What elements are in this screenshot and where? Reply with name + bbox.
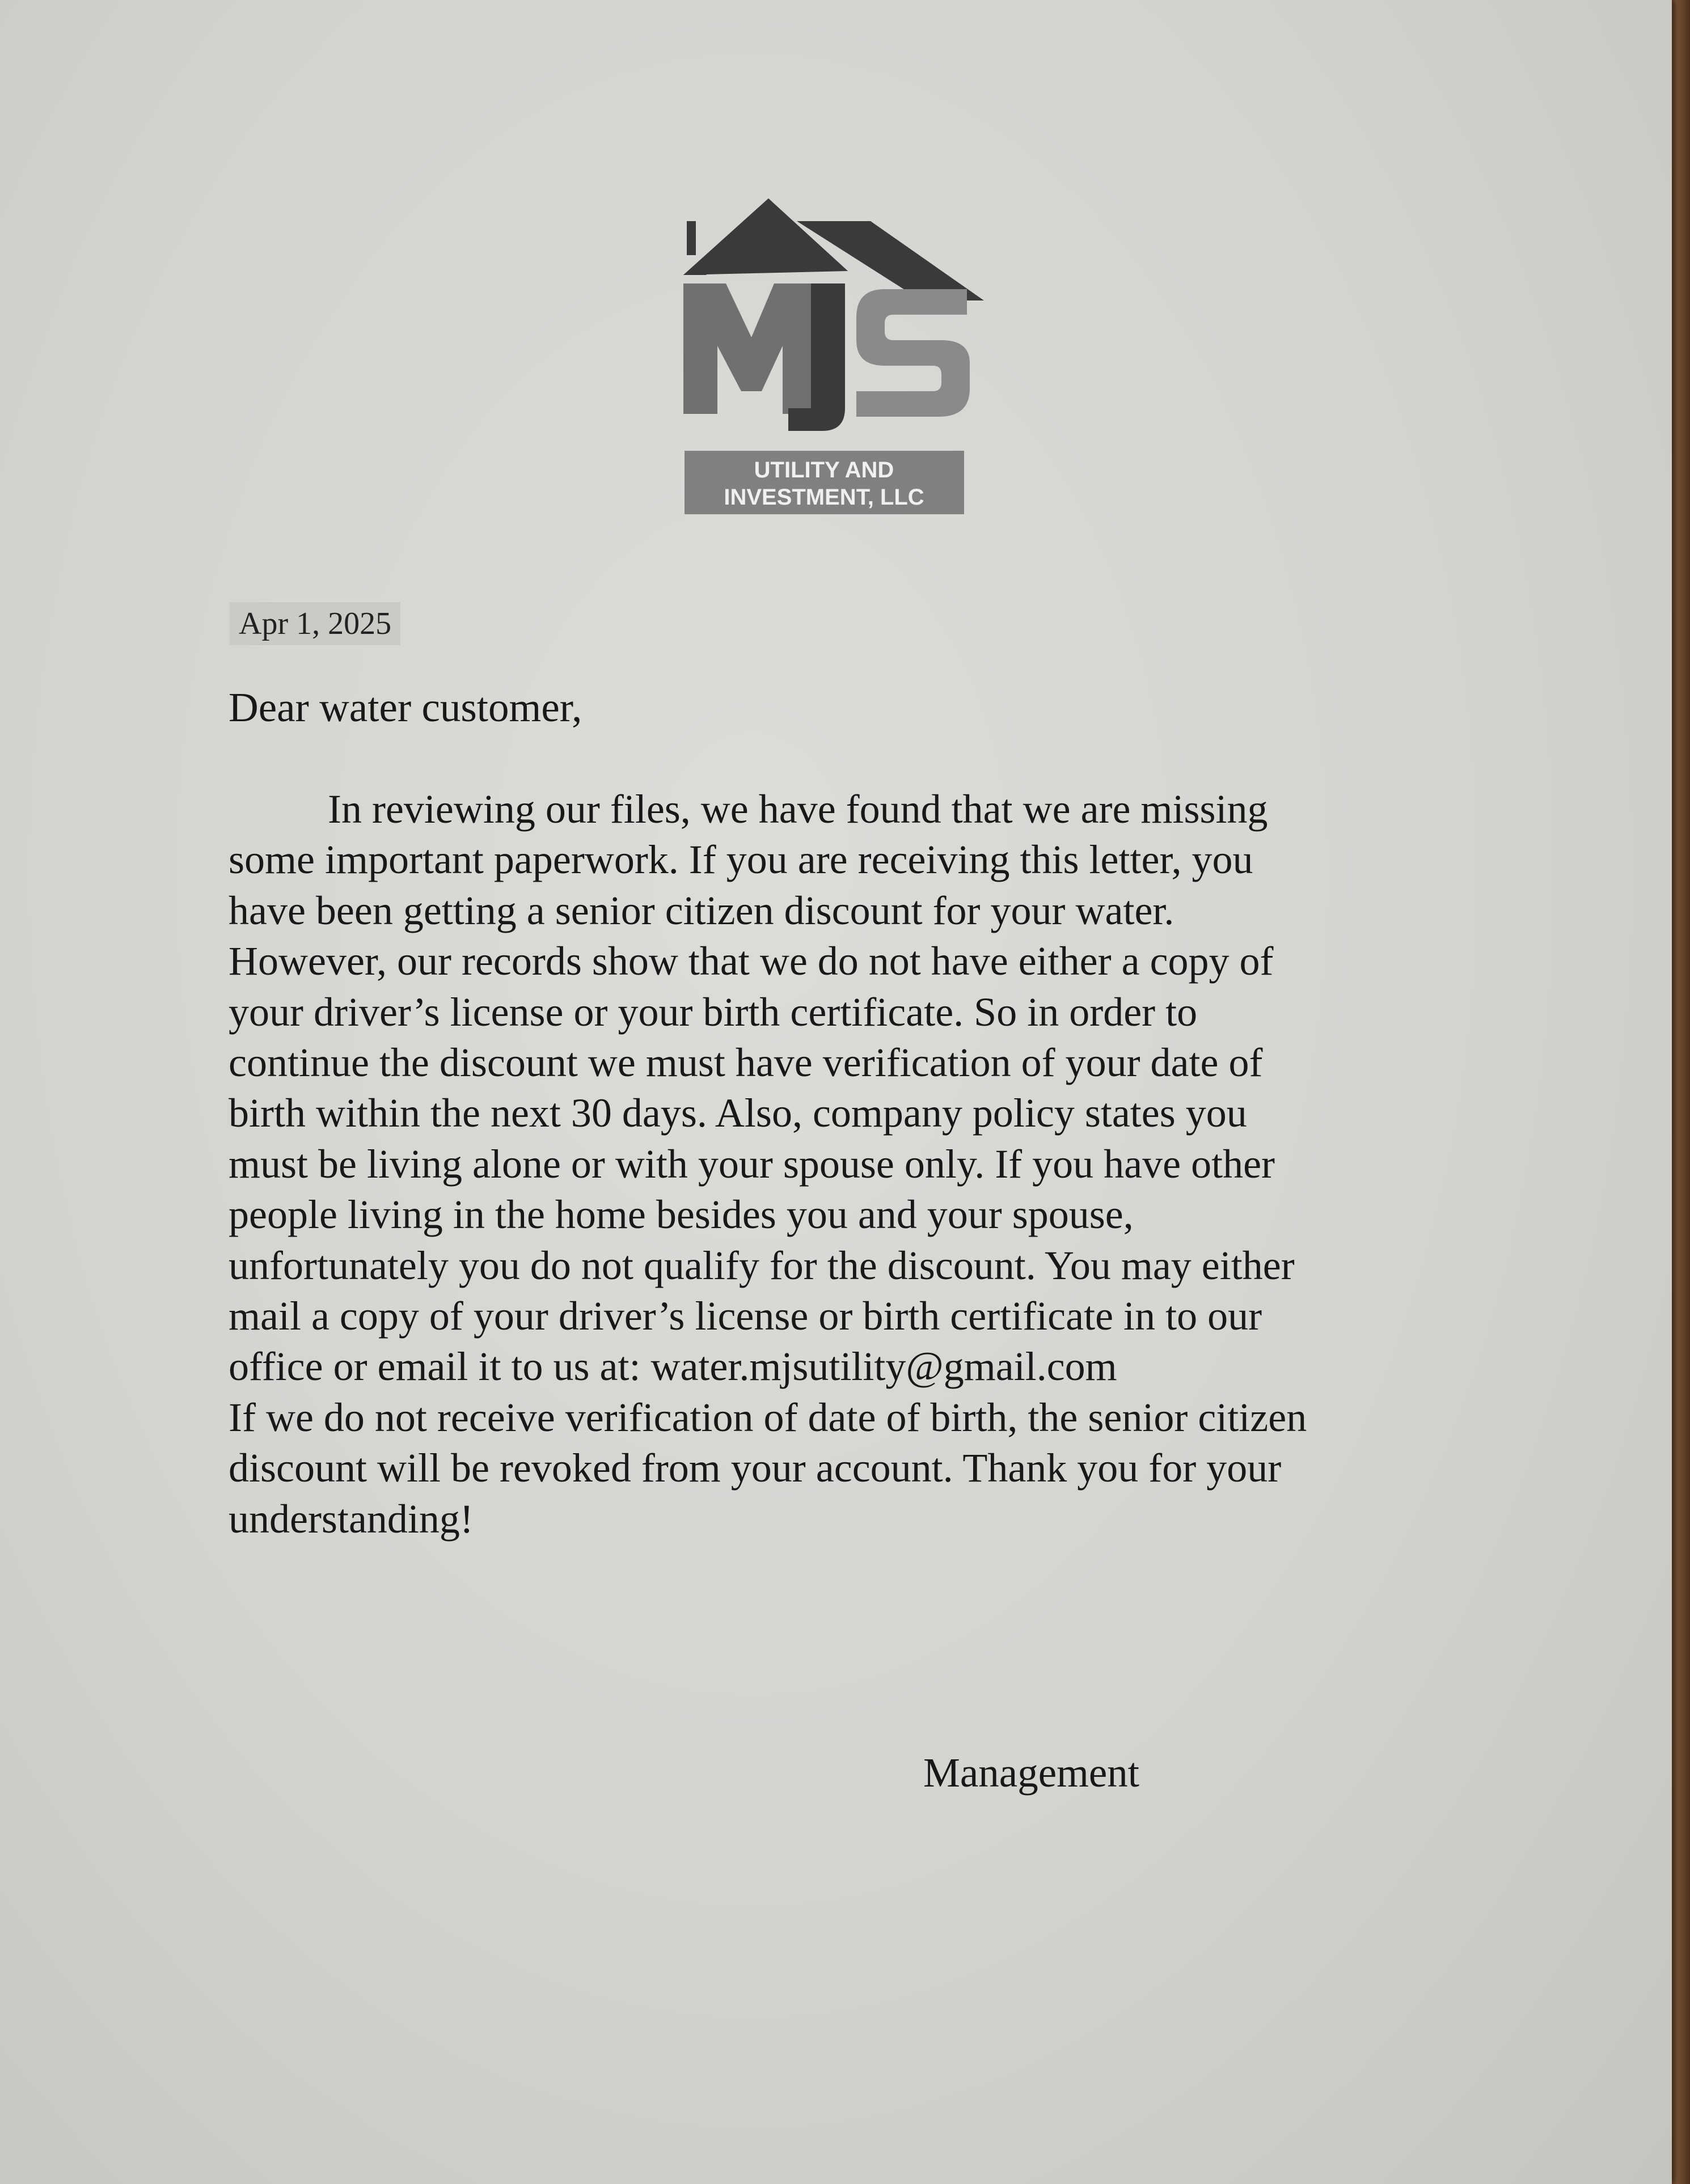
body-line: If we do not receive verification of date of birth, the senior citizen xyxy=(229,1394,1307,1440)
letter-s-shape xyxy=(856,289,970,417)
body-line: However, our records show that we do not have either a copy of xyxy=(229,938,1274,984)
body-line: understanding! xyxy=(229,1496,474,1542)
letter-date: Apr 1, 2025 xyxy=(230,602,400,645)
body-line: people living in the home besides you and your spouse, xyxy=(229,1192,1134,1238)
tagline-line-1: UTILITY AND xyxy=(754,458,894,482)
tagline-line-2: INVESTMENT, LLC xyxy=(724,485,924,510)
body-line: some important paperwork. If you are receiving this letter, you xyxy=(229,837,1253,883)
company-logo xyxy=(683,198,984,522)
body-line: In reviewing our files, we have found that we are missing xyxy=(328,786,1268,832)
body-line: your driver’s license or your birth certificate. So in order to xyxy=(229,989,1198,1035)
body-line: have been getting a senior citizen discount for your water. xyxy=(229,887,1174,933)
body-line: mail a copy of your driver’s license or birth certificate in to our xyxy=(229,1293,1262,1339)
signature: Management xyxy=(923,1750,1140,1796)
body-line: continue the discount we must have verification of your date of xyxy=(229,1040,1263,1086)
chimney-shape xyxy=(687,221,696,255)
body-line: unfortunately you do not qualify for the discount. You may either xyxy=(229,1242,1295,1288)
body-line-email: office or email it to us at: water.mjsutility@gmail.com xyxy=(229,1344,1117,1390)
letter-m-shape xyxy=(683,283,814,414)
salutation: Dear water customer, xyxy=(229,684,582,730)
body-line: must be living alone or with your spouse only. If you have other xyxy=(229,1141,1275,1187)
body-line: discount will be revoked from your account. Thank you for your xyxy=(229,1445,1282,1491)
letter-body xyxy=(229,784,1431,1544)
body-line: birth within the next 30 days. Also, company policy states you xyxy=(229,1090,1247,1136)
